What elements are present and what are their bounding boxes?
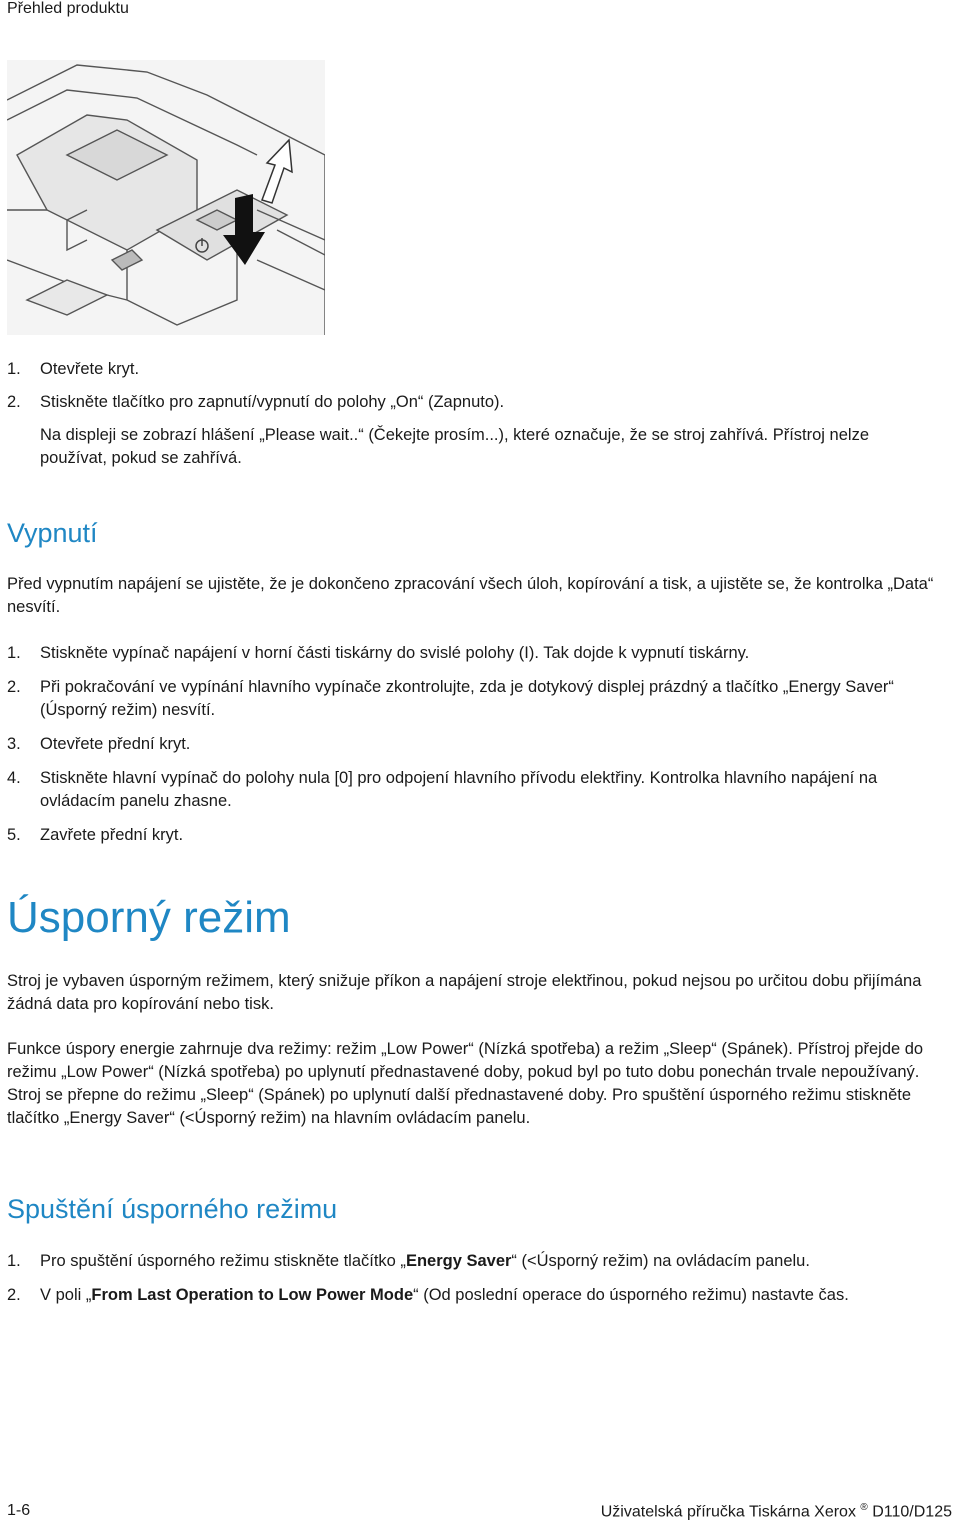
- step-text: Zavřete přední kryt.: [40, 826, 184, 844]
- power-switch-illustration: [7, 60, 325, 335]
- section-title-spusteni: Spuštění úsporného režimu: [7, 1194, 338, 1224]
- usporny-paragraph-1: Stroj je vybaven úsporným režimem, který snižuje příkon a napájení stroje elektřinou, pokud nejsou po určitou dobu přijímána žádná data pro kopírování nebo tisk.: [7, 972, 922, 1013]
- step-number: 1.: [7, 360, 21, 378]
- energy-saver-steps: [7, 1250, 947, 1307]
- footer-title: Uživatelská příručka Tiskárna Xerox ® D110/D125: [600, 1502, 952, 1521]
- warmup-note: Na displeji se zobrazí hlášení „Please wait..“ (Čekejte prosím...), které označuje, že se stroj zahřívá. Přístroj nelze používat, pokud se zahřívá.: [40, 426, 870, 467]
- list-item: [7, 391, 947, 414]
- step-text: V poli „From Last Operation to Low Power Mode“ (Od poslední operace do úsporného režimu) nastavte čas.: [40, 1286, 849, 1304]
- step-number: 1.: [7, 1252, 21, 1270]
- vypnuti-intro: Před vypnutím napájení se ujistěte, že je dokončeno zpracování všech úloh, kopírování a tisk, a ujistěte se, že kontrolka „Data“ nesvítí.: [7, 575, 934, 616]
- low-power-field-label: From Last Operation to Low Power Mode: [91, 1286, 414, 1304]
- step-text: Stiskněte tlačítko pro zapnutí/vypnutí do polohy „On“ (Zapnuto).: [40, 393, 505, 411]
- step-text: Stiskněte hlavní vypínač do polohy nula [0] pro odpojení hlavního přívodu elektřiny. Kontrolka hlavního napájení na ovládacím panelu zhasne.: [40, 769, 878, 810]
- registered-mark: ®: [860, 1502, 868, 1513]
- energy-saver-label: Energy Saver: [405, 1252, 512, 1270]
- section-title-vypnuti: Vypnutí: [7, 518, 98, 548]
- step-text: Otevřete kryt.: [40, 360, 140, 378]
- list-item: [7, 1284, 947, 1307]
- list-item: [7, 824, 947, 847]
- usporny-paragraph-2: Funkce úspory energie zahrnuje dva režimy: režim „Low Power“ (Nízká spotřeba) a režim „Sleep“ (Spánek). Přístroj přejde do režimu „Low Power“ (Nízká spotřeba) po uplynutí přednastavené doby, pokud byl po tuto dobu ponechán trvale nepoužívaný. Stroj se přepne do režimu „Sleep“ (Spánek) po uplynutí další přednastavené doby. Pro spuštění úsporného režimu stiskněte tlačítko „Energy Saver“ (<Úsporný režim) na hlavním ovládacím panelu.: [7, 1040, 924, 1127]
- step-number: 2.: [7, 393, 21, 411]
- step-number: 1.: [7, 644, 21, 662]
- step-text: Stiskněte vypínač napájení v horní části tiskárny do svislé polohy (I). Tak dojde k vypnutí tiskárny.: [40, 644, 750, 662]
- step-text: Při pokračování ve vypínání hlavního vypínače zkontrolujte, zda je dotykový displej prázdný a tlačítko „Energy Saver“ (Úsporný režim) nesvítí.: [40, 678, 894, 719]
- list-item: [7, 767, 947, 813]
- step-number: 4.: [7, 769, 21, 787]
- list-item: [7, 1250, 947, 1273]
- power-off-steps: [7, 642, 947, 847]
- step-number: 5.: [7, 826, 21, 844]
- list-item: [7, 676, 947, 722]
- step-text: Otevřete přední kryt.: [40, 735, 191, 753]
- running-header: Přehled produktu: [7, 0, 129, 17]
- step-note: [7, 424, 947, 470]
- list-item: [7, 358, 947, 381]
- step-number: 2.: [7, 678, 21, 696]
- step-number: 2.: [7, 1286, 21, 1304]
- power-on-steps: [7, 358, 947, 470]
- step-number: 3.: [7, 735, 21, 753]
- list-item: [7, 642, 947, 665]
- list-item: [7, 733, 947, 756]
- section-title-usporny: Úsporný režim: [7, 893, 291, 942]
- step-text: Pro spuštění úsporného režimu stiskněte tlačítko „Energy Saver“ (<Úsporný režim) na ovládacím panelu.: [40, 1252, 810, 1270]
- page-number: 1-6: [7, 1502, 31, 1519]
